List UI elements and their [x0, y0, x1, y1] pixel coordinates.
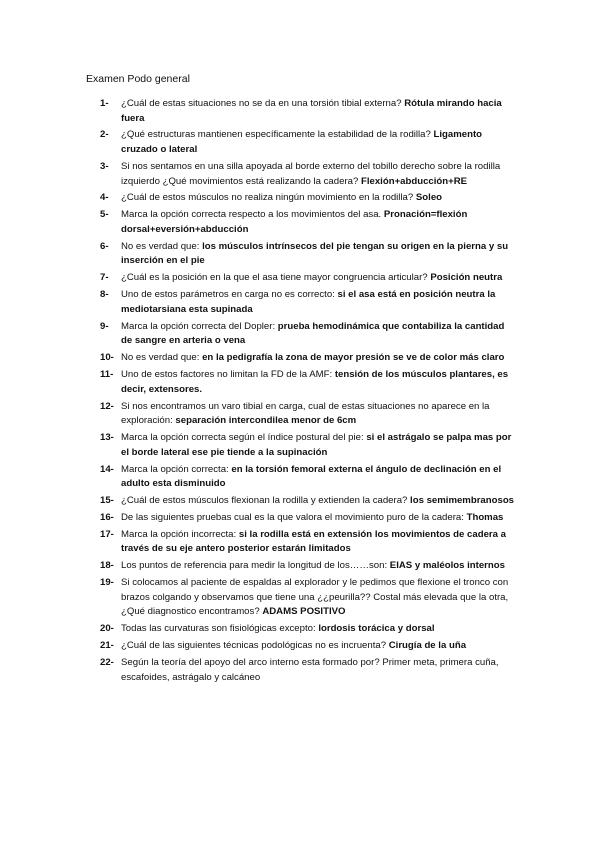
question-answer: Cirugía de la uña	[388, 640, 467, 652]
question-answer: Flexión+abducción+RE	[360, 175, 468, 187]
question-item	[100, 320, 518, 349]
question-text: ¿Qué estructuras mantienen específicamente la estabilidad de la rodilla?	[121, 129, 431, 141]
question-text: ¿Cuál de estos músculos flexionan la rodilla y extienden la cadera?	[121, 495, 408, 506]
question-text: Si colocamos al paciente de espaldas al explorador y le pedimos que flexione el tronco con brazos colgando y observamos que tiene una ¿¿peurilla?? Costal más elevada que la otra, ¿Qué diagnostico encontramos?	[121, 577, 509, 618]
question-answer: lordosis torácica y dorsal	[318, 623, 435, 635]
question-item	[100, 97, 518, 126]
question-body	[121, 160, 518, 189]
question-text: Según la teoría del apoyo del arco interno esta formado por? Primer meta, primera cuña, escafoides, astrágalo y calcáneo	[121, 657, 499, 683]
question-answer: prueba hemodinámica que contabiliza la cantidad de sangre en arteria o vena	[121, 320, 505, 347]
question-answer: en la torsión femoral externa el ángulo de declinación en el adulto esta disminuido	[121, 463, 502, 490]
question-item	[100, 656, 518, 685]
question-answer: ADAMS POSITIVO	[262, 606, 346, 618]
question-number: 19-	[100, 577, 114, 589]
question-text: ¿Cuál de estas situaciones no se da en una torsión tibial externa?	[121, 98, 402, 109]
question-number: 21-	[100, 640, 114, 652]
question-item	[100, 494, 518, 509]
question-number: 3-	[100, 160, 109, 172]
question-body	[121, 288, 518, 317]
question-item	[100, 511, 518, 526]
question-text: Uno de estos parámetros en carga no es correcto:	[121, 289, 335, 301]
question-body	[121, 271, 518, 286]
question-number: 22-	[100, 657, 114, 669]
question-number: 10-	[100, 352, 114, 364]
question-answer: tensión de los músculos plantares, es decir, extensores.	[121, 369, 509, 395]
question-answer: si el astrágalo se palpa mas por el borde lateral ese pie tiende a la supinación	[121, 432, 512, 458]
question-body	[121, 528, 518, 557]
question-number: 20-	[100, 623, 114, 635]
question-number: 5-	[100, 209, 109, 221]
question-answer: los músculos intrínsecos del pie tengan su origen en la pierna y su inserción en el pie	[121, 240, 509, 267]
question-body	[121, 431, 518, 460]
question-item	[100, 128, 518, 157]
question-answer: si la rodilla está en extensión los movimientos de cadera a través de su eje antero posterior estarán limitados	[121, 528, 506, 555]
question-list	[100, 97, 518, 688]
question-item	[100, 368, 518, 397]
question-text: Uno de estos factores no limitan la FD de la AMF:	[121, 369, 333, 381]
question-body	[121, 191, 518, 206]
question-answer: los semimembranosos	[410, 495, 515, 506]
question-number: 2-	[100, 129, 109, 141]
question-answer: separación intercondilea menor de 6cm	[175, 415, 357, 427]
question-body	[121, 320, 518, 349]
question-answer: en la pedigrafía la zona de mayor presión se ve de color más claro	[202, 352, 505, 364]
question-text: Si nos encontramos un varo tibial en carga, cual de estas situaciones no aparece en la exploración:	[121, 400, 490, 427]
question-body	[121, 400, 518, 429]
question-number: 13-	[100, 432, 114, 444]
question-text: No es verdad que:	[121, 352, 200, 364]
question-answer: Pronación=flexión dorsal+eversión+abducción	[121, 209, 468, 235]
question-item	[100, 208, 518, 237]
question-answer: Ligamento cruzado o lateral	[121, 129, 483, 156]
question-text: Marca la opción correcta del Dopler:	[121, 320, 276, 332]
question-item	[100, 160, 518, 189]
question-body	[121, 240, 518, 269]
question-item	[100, 576, 518, 620]
question-item	[100, 463, 518, 492]
question-number: 14-	[100, 463, 114, 475]
question-text: Todas las curvaturas son fisiológicas excepto:	[121, 623, 316, 635]
question-item	[100, 431, 518, 460]
question-body	[121, 576, 518, 620]
question-body	[121, 559, 518, 574]
question-item	[100, 639, 518, 654]
question-number: 8-	[100, 289, 109, 301]
question-body	[121, 368, 518, 397]
question-item	[100, 528, 518, 557]
question-text: Marca la opción incorrecta:	[121, 528, 237, 540]
question-item	[100, 240, 518, 269]
question-body	[121, 511, 518, 526]
question-number: 9-	[100, 320, 109, 332]
question-answer: Posición neutra	[430, 272, 503, 284]
question-number: 11-	[100, 369, 114, 381]
question-item	[100, 622, 518, 637]
question-item	[100, 559, 518, 574]
question-text: De las siguientes pruebas cual es la que valora el movimiento puro de la cadera:	[121, 511, 464, 523]
question-body	[121, 97, 518, 126]
question-answer: Rótula mirando hacia fuera	[121, 98, 502, 124]
question-answer: EIAS y maléolos internos	[389, 560, 505, 572]
question-text: Marca la opción correcta según el índice postural del pie:	[121, 432, 364, 444]
question-text: ¿Cuál de estos músculos no realiza ningún movimiento en la rodilla?	[121, 192, 414, 204]
question-body	[121, 656, 518, 685]
question-body	[121, 622, 518, 637]
question-item	[100, 351, 518, 366]
question-number: 4-	[100, 192, 109, 204]
question-item	[100, 288, 518, 317]
question-number: 17-	[100, 528, 114, 540]
question-answer: Soleo	[415, 192, 443, 204]
question-number: 15-	[100, 495, 114, 506]
question-body	[121, 463, 518, 492]
question-number: 1-	[100, 98, 109, 109]
question-item	[100, 400, 518, 429]
question-answer: si el asa está en posición neutra la mediotarsiana esta supinada	[121, 289, 496, 315]
question-number: 18-	[100, 560, 114, 572]
question-text: Si nos sentamos en una silla apoyada al borde externo del tobillo derecho sobre la rodilla izquierdo ¿Qué movimientos está realizando la cadera?	[121, 160, 501, 187]
question-body	[121, 494, 518, 509]
question-body	[121, 351, 518, 366]
question-text: No es verdad que:	[121, 240, 200, 252]
question-number: 12-	[100, 400, 114, 412]
question-item	[100, 191, 518, 206]
question-text: ¿Cuál es la posición en la que el asa tiene mayor congruencia articular?	[121, 272, 428, 284]
question-text: Marca la opción correcta:	[121, 463, 229, 475]
question-text: Los puntos de referencia para medir la longitud de los……son:	[121, 560, 388, 572]
question-number: 16-	[100, 511, 114, 523]
question-body	[121, 639, 518, 654]
question-answer: Thomas	[466, 511, 504, 523]
question-body	[121, 128, 518, 157]
question-text: ¿Cuál de las siguientes técnicas podológicas no es incruenta?	[121, 640, 387, 652]
question-number: 6-	[100, 240, 109, 252]
question-item	[100, 271, 518, 286]
question-number: 7-	[100, 272, 109, 284]
question-text: Marca la opción correcta respecto a los movimientos del asa.	[121, 209, 382, 221]
question-body	[121, 208, 518, 237]
document-title: Examen Podo general	[86, 73, 190, 85]
